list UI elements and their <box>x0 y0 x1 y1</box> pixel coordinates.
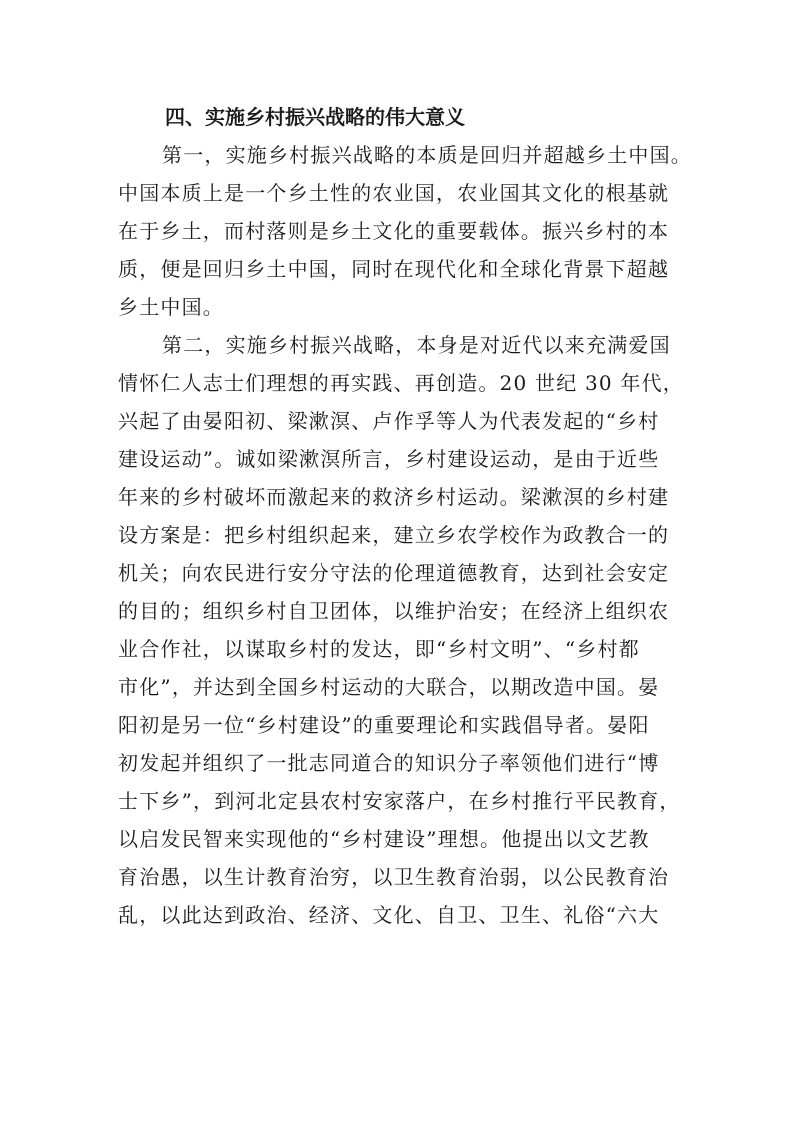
text-line: 的目的；组织乡村自卫团体，以维护治安；在经济上组织农 <box>118 599 670 623</box>
text-line: 以启发民智来实现他的“乡村建设”理想。他提出以文艺教 <box>118 827 650 851</box>
paragraph-2 <box>118 326 693 934</box>
text-line: 设方案是：把乡村组织起来，建立乡农学校作为政教合一的 <box>118 523 670 547</box>
text-line: 初发起并组织了一批志同道合的知识分子率领他们进行“博 <box>118 751 660 775</box>
text-line: 年来的乡村破坏而激起来的救济乡村运动。梁漱溟的乡村建 <box>118 485 670 509</box>
text-line: 士下乡”，到河北定县农村安家落户，在乡村推行平民教育， <box>118 789 681 813</box>
text-line: 第二，实施乡村振兴战略，本身是对近代以来充满爱国 <box>162 333 671 357</box>
text-line: 兴起了由晏阳初、梁漱溟、卢作孚等人为代表发起的“乡村 <box>118 409 660 433</box>
text-line: 质，便是回归乡土中国，同时在现代化和全球化背景下超越 <box>118 257 670 281</box>
section-heading: 四、实施乡村振兴战略的伟大意义 <box>165 105 465 129</box>
document-page <box>118 98 693 934</box>
paragraph-1 <box>118 136 693 326</box>
text-line: 阳初是另一位“乡村建设”的重要理论和实践倡导者。晏阳 <box>118 713 650 737</box>
text-line: 乡土中国。 <box>118 295 224 319</box>
text-line: 在于乡土，而村落则是乡土文化的重要载体。振兴乡村的本 <box>118 219 670 243</box>
text-line: 乱，以此达到政治、经济、文化、自卫、卫生、礼俗“六大 <box>118 903 660 927</box>
text-line: 情怀仁人志士们理想的再实践、再创造。20 世纪 30 年代， <box>118 371 684 395</box>
text-line: 育治愚，以生计教育治穷，以卫生教育治弱，以公民教育治 <box>118 865 670 889</box>
text-line: 机关；向农民进行安分守法的伦理道德教育，达到社会安定 <box>118 561 670 585</box>
text-line: 市化”，并达到全国乡村运动的大联合，以期改造中国。晏 <box>118 675 660 699</box>
text-line: 中国本质上是一个乡土性的农业国，农业国其文化的根基就 <box>118 181 670 205</box>
text-line: 第一，实施乡村振兴战略的本质是回归并超越乡土中国。 <box>162 143 692 167</box>
text-line: 业合作社，以谋取乡村的发达，即“乡村文明”、“乡村都 <box>118 637 640 661</box>
text-line: 建设运动”。诚如梁漱溟所言，乡村建设运动，是由于近些 <box>118 447 660 471</box>
